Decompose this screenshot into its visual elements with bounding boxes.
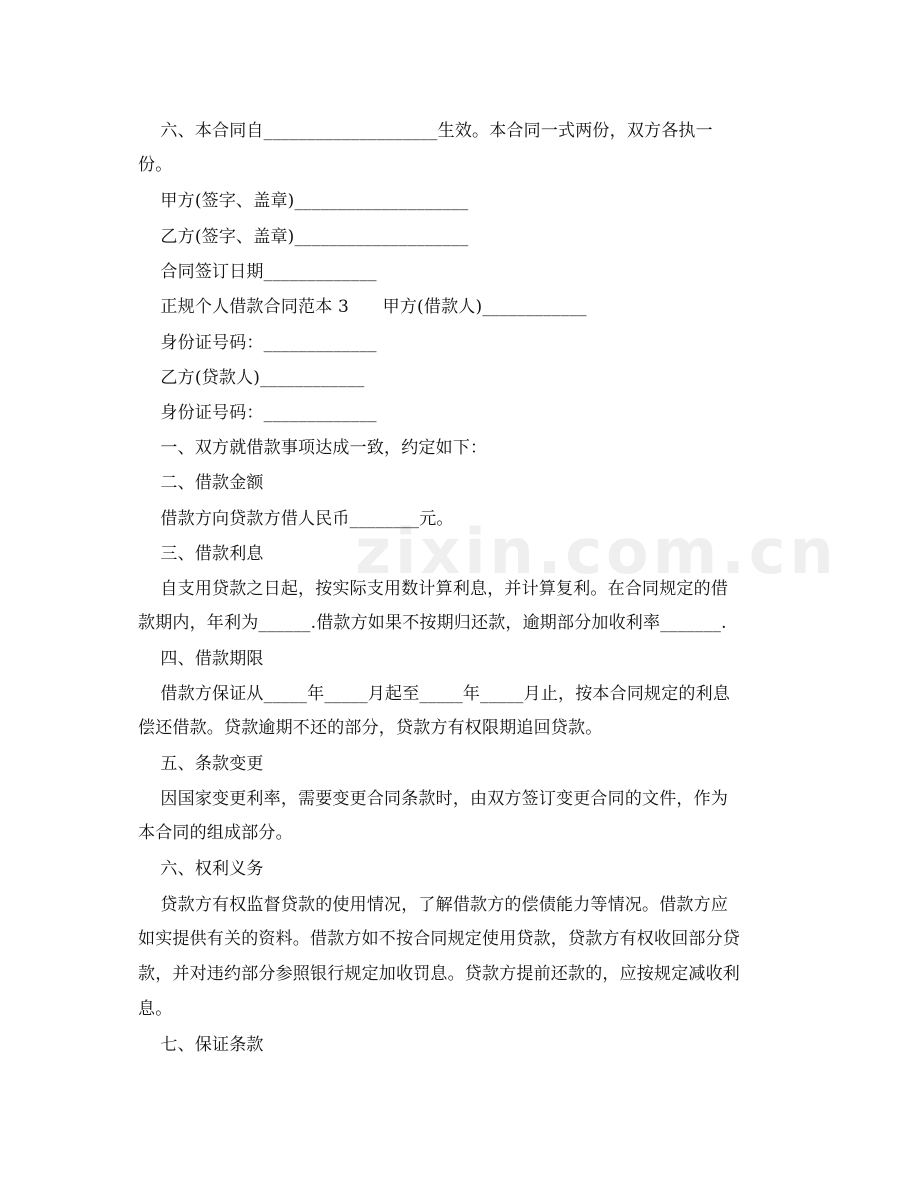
lender-name: 乙方(贷款人)____________ [138, 368, 365, 388]
clause-6-rights-heading: 六、权利义务 [138, 859, 264, 879]
clause-4-text-line-2: 偿还借款。贷款逾期不还的部分，贷款方有权限期追回贷款。 [138, 718, 603, 738]
clause-2-amount: 借款方向贷款方借人民币________元。 [138, 509, 454, 529]
clause-2-heading: 二、借款金额 [138, 473, 264, 493]
clause-6-rights-line-1: 贷款方有权监督贷款的使用情况，了解借款方的偿债能力等情况。借款方应 [138, 895, 729, 915]
clause-1-agreement: 一、双方就借款事项达成一致，约定如下： [138, 438, 488, 458]
borrower-id-number: 身份证号码：_____________ [138, 333, 377, 353]
party-b-signature: 乙方(签字、盖章)____________________ [138, 227, 469, 247]
clause-6-rights-line-3: 款，并对违约部分参照银行规定加收罚息。贷款方提前还款的，应按规定减收利 [138, 964, 740, 984]
clause-3-heading: 三、借款利息 [138, 544, 264, 564]
clause-6-rights-line-2: 如实提供有关的资料。借款方如不按合同规定使用贷款，贷款方有权收回部分贷 [138, 929, 740, 949]
clause-6-effective-line-2: 份。 [138, 155, 173, 175]
clause-3-text-line-1: 自支用贷款之日起，按实际支用数计算利息，并计算复利。在合同规定的借 [138, 579, 729, 599]
party-a-signature: 甲方(签字、盖章)____________________ [138, 191, 469, 211]
clause-5-heading: 五、条款变更 [138, 754, 264, 774]
clause-4-text-line-1: 借款方保证从_____年_____月起至_____年_____月止，按本合同规定的利息 [138, 684, 731, 704]
clause-7-heading: 七、保证条款 [138, 1035, 264, 1055]
clause-6-rights-line-4: 息。 [138, 999, 173, 1019]
watermark-logo: zixin.com.cn [355, 515, 838, 588]
signing-date: 合同签订日期_____________ [138, 262, 377, 282]
clause-5-text-line-2: 本合同的组成部分。 [138, 823, 293, 843]
clause-6-effective-line-1: 六、本合同自____________________生效。本合同一式两份，双方各执一 [138, 121, 713, 141]
clause-5-text-line-1: 因国家变更利率，需要变更合同条款时，由双方签订变更合同的文件，作为 [138, 789, 729, 809]
lender-id-number: 身份证号码：_____________ [138, 403, 377, 423]
template-title-borrower: 正规个人借款合同范本 3 甲方(借款人)____________ [138, 297, 587, 317]
clause-3-text-line-2: 款期内，年利为______.借款方如果不按期归还款，逾期部分加收利率_______. [138, 613, 727, 633]
clause-4-heading: 四、借款期限 [138, 649, 264, 669]
